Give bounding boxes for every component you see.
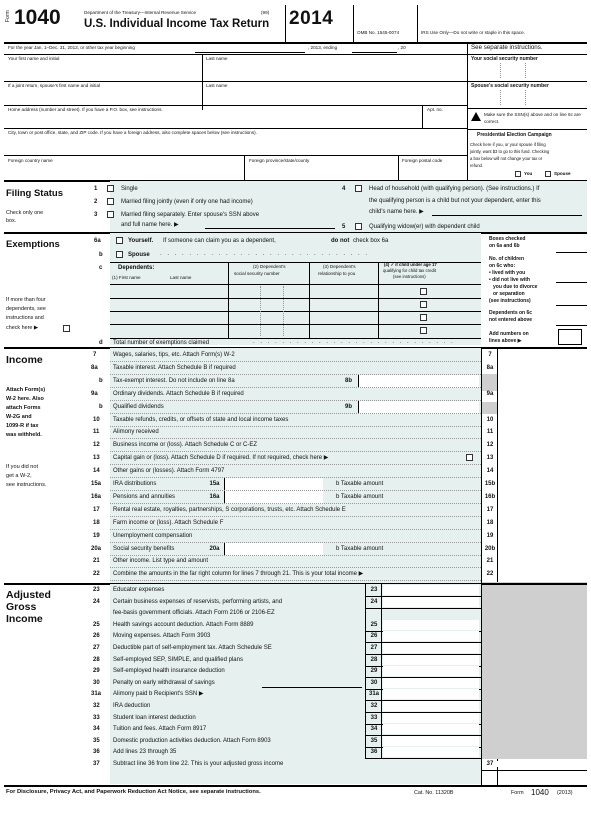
- last-name-label: Last name: [206, 56, 228, 61]
- agi-line-text-4: Moving expenses. Attach Form 3903: [113, 633, 211, 639]
- dep-first-name-col: (1) First name: [112, 275, 141, 280]
- exempt-right-9: (see instructions): [489, 298, 531, 304]
- yourself-text: If someone can claim you as a dependent,: [163, 238, 276, 244]
- agi-box-num-14: 36: [370, 749, 378, 755]
- income-line-text-6: Alimony received: [113, 429, 159, 435]
- foreign-postal-label: Foreign postal code: [402, 158, 443, 163]
- agi-box-num-6: 28: [370, 657, 378, 663]
- income-right-num-1: 8a: [486, 365, 494, 371]
- agi-line-num-12: 34: [93, 726, 100, 732]
- department-line: Department of the Treasury—Internal Revenue Service: [84, 10, 197, 15]
- more-dependents-checkbox[interactable]: [63, 325, 70, 332]
- income-line-text-3: Ordinary dividends. Attach Schedule B if required: [113, 391, 244, 397]
- agi-line-num-11: 33: [93, 715, 100, 721]
- spouse-first-name-label: If a joint return, spouse's first name and initial: [8, 83, 101, 88]
- agi-line-num-9: 31a: [91, 691, 102, 697]
- agi-box-num-1: 24: [370, 599, 378, 605]
- dep-ctc-col-3: (see instructions): [393, 274, 426, 279]
- agi-title-2: Gross: [6, 601, 37, 613]
- home-address-label: Home address (number and street). If you have a P.O. box, see instructions.: [8, 107, 163, 112]
- income-line-num-2: b: [99, 378, 103, 384]
- ssn-label: Your social security number: [471, 56, 538, 62]
- agi-line-num-1: 24: [93, 599, 100, 605]
- income-right-num-15: 20b: [484, 546, 496, 552]
- apt-label: Apt. no.: [427, 107, 443, 112]
- hoh-label-3: child's name here. ▶: [369, 209, 424, 215]
- agi-box-num-8: 30: [370, 680, 378, 686]
- city-label: City, town or post office, state, and ZIP code. If you have a foreign address, also complete spaces below (see instructions).: [8, 130, 257, 135]
- form-number: 1040: [14, 6, 61, 29]
- agi-right-amount-15[interactable]: [499, 759, 585, 770]
- income-right-num-12: 17: [486, 507, 494, 513]
- income-line-num-0: 7: [93, 352, 97, 358]
- income-line-num-1: 8a: [91, 365, 98, 371]
- income-amount-0[interactable]: [499, 350, 585, 361]
- income-right-num-9: 14: [486, 468, 494, 474]
- income-right-num-8: 13: [486, 455, 494, 461]
- income-sep-15: [110, 555, 481, 556]
- income-side-8: If you did not: [6, 464, 39, 470]
- income-line-text-4: Qualified dividends: [113, 404, 164, 410]
- agi-amount-10[interactable]: [383, 701, 479, 711]
- filing-num-1: 1: [94, 186, 98, 192]
- campaign-text-4: refund.: [470, 163, 484, 168]
- form-title: U.S. Individual Income Tax Return: [84, 18, 270, 30]
- exempt-right-11: not entered above: [489, 317, 533, 323]
- agi-amount-8[interactable]: [383, 678, 479, 688]
- campaign-title: Presidential Election Campaign: [477, 132, 552, 138]
- campaign-you-checkbox[interactable]: [515, 171, 521, 177]
- exempt-right-2: on 6a and 6b: [489, 243, 520, 249]
- income-line-text-1: Taxable interest. Attach Schedule B if required: [113, 365, 236, 371]
- footer-form-number: 1040: [531, 788, 549, 797]
- tax-year-line: For the year Jan. 1–Dec. 31, 2013, or other tax year beginning: [8, 45, 135, 50]
- campaign-you-label: You: [524, 171, 533, 176]
- income-side-1: Attach Form(s): [6, 387, 46, 393]
- income-amount-8[interactable]: [499, 453, 585, 464]
- agi-amount-0[interactable]: [383, 585, 479, 595]
- exempt-right-7: you due to divorce: [493, 284, 538, 290]
- exempt-right-5: • lived with you: [489, 270, 526, 276]
- footer-notice: For Disclosure, Privacy Act, and Paperwork Reduction Act Notice, see separate instructions.: [6, 789, 261, 795]
- agi-right-line-15: [482, 770, 587, 771]
- income-amount-1[interactable]: [499, 363, 585, 374]
- agi-line-text-0: Educator expenses: [113, 587, 165, 593]
- form-word: Form: [5, 10, 11, 22]
- income-right-num-13: 18: [486, 520, 494, 526]
- agi-line-text-7: Self-employed health insurance deduction: [113, 668, 225, 674]
- agi-box-num-10: 32: [370, 703, 378, 709]
- income-line-text-14: Unemployment compensation: [113, 533, 193, 539]
- dep-ssn-col-2: social security number: [234, 271, 280, 276]
- income-sep-4: [110, 413, 481, 414]
- agi-box-num-7: 29: [370, 668, 378, 674]
- income-right-num-16: 21: [486, 558, 494, 564]
- income-sep-17: [110, 580, 481, 581]
- income-line-num-4: b: [99, 404, 103, 410]
- agi-title-1: Adjusted: [6, 589, 51, 601]
- income-amount-5[interactable]: [499, 415, 585, 426]
- income-line-text-17: Combine the amounts in the far right column for lines 7 through 21. This is your total income ▶: [113, 571, 364, 577]
- exemptions-side-2: dependents, see: [6, 306, 46, 312]
- income-amount-10[interactable]: [499, 479, 585, 490]
- spouse-last-name-label: Last name: [206, 83, 228, 88]
- agi-box-num-4: 26: [370, 633, 378, 639]
- hoh-label-2: the qualifying person is a child but not your dependent, enter this: [369, 198, 541, 204]
- income-side-6: was withheld.: [6, 432, 42, 438]
- agi-amount-12[interactable]: [383, 724, 479, 734]
- agi-right-num-15: 37: [482, 761, 498, 767]
- income-line-text-2: Tax-exempt interest. Do not include on line 8a: [113, 378, 235, 384]
- agi-amount-7[interactable]: [383, 666, 479, 676]
- agi-line-text-12: Tuition and fees. Attach Form 8917: [113, 726, 207, 732]
- filing-num-2: 2: [94, 199, 98, 205]
- agi-line-text-15: Subtract line 36 from line 22. This is your adjusted gross income: [113, 761, 284, 767]
- spouse-exemption-label: Spouse: [128, 252, 150, 258]
- spouse-ssn-label: Spouse's social security number: [471, 83, 549, 89]
- exemptions-side-4: check here ▶: [6, 325, 39, 331]
- yourself-label: Yourself.: [128, 238, 154, 244]
- agi-line-text-11: Student loan interest deduction: [113, 715, 196, 721]
- income-line-text-0: Wages, salaries, tips, etc. Attach Form(s) W-2: [113, 352, 235, 358]
- line-6a: 6a: [94, 238, 101, 244]
- dependents-label: Dependents:: [118, 265, 155, 271]
- foreign-postal-input[interactable]: [400, 166, 465, 178]
- form-1040-page: Form 1040 Department of the Treasury—Internal Revenue Service (99) U.S. Individual Income Tax Return 2014 OMB No. 1545-0074 IRS Use Only—Do not write or staple in this space. For the year Jan. 1–Dec. 31, 2013, or other tax year beginning , 2013, ending , 20 See separate instructions. Your first name and initial Last name Your social security number If a joint return, spouse's first name and initial Last name Spouse's social security number Home address (number and street). If you have a P.O. box, see instructions. Apt. no. Make sure the SSN(s) above and on line 6c are correct. City, town or post office, state, and ZIP code. If you have a foreign address, also complete spaces below (see instructions). Foreign country name Foreign province/state/county Foreign postal code Presidential Election Campaign Check here if you, or your spouse if filing jointly, want $3 to go to this fund. Checking a box below will not change your tax or refund. You Spouse Filing Status Check only one box. 1 Single 2 Married filing jointly (even if only one had income) 3 Married filing separately. Enter spouse's SSN above and full name here. ▶ 4 Head of household (with qualifying person). (See instructions.) If the qualifying person is a child but not your dependent, enter this child's name here. ▶ 5 Qualifying widow(er) with dependent child Exemptions 6a Yourself. If someone can claim you as a dependent, do not check box 6a b Spouse . . . . . . . . . . . . . . . . . . . . . . . . . . . . . c Dependents: (1) First name Last name (2) Dependent's social security number (3) Dependent's relationship to you (4) ✓ if child under age 17 qualifying for child tax credit (see instructions) If more than four dependents, see instructions and check here ▶ d Total number of exemptions claimed . . . . . . . . . . . . . . . . . . . . . . . . . . . . Boxes checked on 6a and 6b No. of children on 6c who: • lived with you • did not live with you due to divorce or separation (see instructions) Dependents on 6c not entered above Add numbers on lines above ▶ Income Attach Form(s) W-2 here. Also attach Forms W-2G and 1099-R if tax was withheld. If you did not get a W-2, see instructions. 7 Wages, salaries, tips, etc. Attach Form(s) W-2 7 8a Taxable interest. Attach Schedule B if required 8a b Tax-exempt interest. Do not include on line 8a 8b 9a Ordinary dividends. Attach Schedule B if required 9a b Qualified dividends 9b 10 Taxable refunds, credits, or offsets of state and local income taxes 10 11 Alimony received 11 12 Business income or (loss). Attach Schedule C or C-EZ 12 13 Capital gain or (loss). Attach Schedule D if required. If not required, check here ▶ 13 14 Other gains or (losses). Attach Form 4797 14 15a IRA distributions 15b 15a b Taxable amount 16a Pensions and annuities 16b 16a b Taxable amount 17 Rental real estate, royalties, partnerships, S corporations, trusts, etc. Attach Schedule E 17 18 Farm income or (loss). Attach Schedule F 18 19 Unemployment compensation 19 20a Social security benefits 20b 20a b Taxable amount 21 Other income. List type and amount 21 22 Combine the amounts in the far right column for lines 7 through 21. This is your total income ▶ 22 Adjusted Gross Income 23 Educator expenses 23 24 Certain business expenses of reservists, performing artists, and 24 fee-basis government officials. Attach Form 2106 or 2106-EZ 25 Health savings account deduction. Attach Form 8889 25 26 Moving expenses. Attach Form 3903 26 27 Deductible part of self-employment tax. Attach Schedule SE 27 28 Self-employed SEP, SIMPLE, and qualified plans 28 29 Self-employed health insurance deduction 29 30 Penalty on early withdrawal of savings 30 31a Alimony paid b Recipient's SSN ▶ 31a 32 IRA deduction 32 33 Student loan interest deduction 33 34 Tuition and fees. Attach Form 8917 34 35 Domestic production activities deduction. Attach Form 8903 35 36 Add lines 23 through 35 36 37 Subtract line 36 from line 22. This is your adjusted gross income 37 For Disclosure, Privacy Act, and Paperwork Reduction Act Notice, see separate instructions. Cat. No. 11320B Form 1040 (2013): [0, 0, 591, 813]
- tax-year-ending: , 2013, ending: [308, 45, 338, 50]
- income-sep-12: [110, 516, 481, 517]
- agi-line-text-8: Penalty on early withdrawal of savings: [113, 680, 215, 686]
- ssn-correct-note-1: Make sure the SSN(s) above and on line 6c are correct.: [484, 112, 581, 124]
- agi-line-text-5: Deductible part of self-employment tax. Attach Schedule SE: [113, 645, 272, 651]
- income-right-num-5: 10: [486, 417, 494, 423]
- agi-line-num-4: 26: [93, 633, 100, 639]
- hoh-label: Head of household (with qualifying person). (See instructions.) If: [369, 186, 540, 192]
- spouse-ssn-input[interactable]: [470, 90, 585, 107]
- income-line-text-13: Farm income or (loss). Attach Schedule F: [113, 520, 224, 526]
- agi-box-num-12: 34: [370, 726, 378, 732]
- income-box-label-11: 16a: [209, 494, 220, 500]
- single-label: Single: [121, 186, 138, 192]
- agi-box-num-5: 27: [370, 645, 378, 651]
- agi-amount-6[interactable]: [383, 655, 479, 665]
- exempt-right-1: Boxes checked: [489, 236, 526, 242]
- qw-label: Qualifying widow(er) with dependent child: [369, 224, 480, 230]
- filing-num-5: 5: [342, 224, 346, 230]
- income-amount-15[interactable]: [499, 544, 585, 555]
- income-b-text-11: b Taxable amount: [336, 494, 384, 500]
- omb-number: OMB No. 1545-0074: [357, 30, 400, 35]
- income-line-num-6: 11: [93, 429, 100, 435]
- dep-ssn-col-1: (2) Dependent's: [253, 264, 286, 269]
- agi-line-text-9: Alimony paid b Recipient's SSN ▶: [113, 691, 204, 697]
- agi-box-num-13: 35: [370, 738, 378, 744]
- campaign-text-2: jointly, want $3 to go to this fund. Checking: [470, 149, 550, 154]
- tax-year: 2014: [289, 8, 334, 29]
- agi-line-num-0: 23: [93, 587, 100, 593]
- income-sep-0: [110, 361, 481, 362]
- agi-line-num-3: 25: [93, 622, 100, 628]
- agi-line-num-10: 32: [93, 703, 100, 709]
- mfj-label: Married filing jointly (even if only one had income): [121, 199, 253, 205]
- line-6b: b: [99, 252, 103, 258]
- filing-check-one: Check only one: [6, 210, 44, 216]
- agi-line-num-7: 29: [93, 668, 100, 674]
- campaign-text-3: a box below will not change your tax or: [470, 156, 543, 161]
- capital-gain-checkbox[interactable]: [466, 454, 473, 461]
- income-amount-17[interactable]: [499, 569, 585, 580]
- income-amount-6[interactable]: [499, 427, 585, 438]
- income-line-num-11: 16a: [91, 494, 102, 500]
- income-sep-11: [110, 503, 481, 504]
- yourself-do-not: do not: [331, 238, 350, 244]
- tax-year-20: , 20: [398, 45, 406, 50]
- agi-amount-1[interactable]: [383, 597, 479, 607]
- income-box-label-10: 15a: [209, 481, 220, 487]
- agi-line-num-15: 37: [93, 761, 100, 767]
- mfs-checkbox[interactable]: [107, 211, 114, 218]
- income-line-num-9: 14: [93, 468, 100, 474]
- city-input[interactable]: [6, 138, 465, 152]
- yourself-checkbox[interactable]: [116, 237, 123, 244]
- agi-line-text-13: Domestic production activities deduction. Attach Form 8903: [113, 738, 271, 744]
- income-sep-5: [110, 426, 481, 427]
- income-line-num-17: 22: [93, 571, 100, 577]
- income-line-num-16: 21: [93, 558, 100, 564]
- exempt-right-4: on 6c who:: [489, 263, 516, 269]
- exempt-right-8: or separation: [493, 291, 525, 297]
- total-exemptions-box[interactable]: [558, 329, 582, 345]
- income-amount-11[interactable]: [499, 492, 585, 503]
- exemptions-side-3: instructions and: [6, 315, 44, 321]
- dep-ctc-col-2: qualifying for child tax credit: [383, 268, 437, 273]
- income-box-label-4: 9b: [344, 404, 352, 410]
- agi-box-num-3: 25: [370, 622, 378, 628]
- mfs-label: Married filing separately. Enter spouse's SSN above: [121, 212, 260, 218]
- foreign-province-label: Foreign province/state/county: [249, 158, 310, 163]
- income-amount-12[interactable]: [499, 505, 585, 516]
- foreign-province-input[interactable]: [246, 166, 396, 178]
- dependent-row-4[interactable]: [112, 326, 478, 337]
- income-sep-6: [110, 438, 481, 439]
- income-line-num-13: 18: [93, 520, 100, 526]
- income-line-num-10: 15a: [91, 481, 102, 487]
- income-sep-2: [110, 387, 481, 388]
- apt-input[interactable]: [424, 114, 465, 126]
- line-6d: d: [99, 340, 103, 346]
- agi-line-num-14: 36: [93, 749, 100, 755]
- income-line-num-7: 12: [93, 442, 100, 448]
- filing-status-title: Filing Status: [6, 188, 63, 199]
- income-right-num-0: 7: [488, 352, 492, 358]
- total-exemptions-label: Total number of exemptions claimed: [113, 340, 210, 346]
- yourself-end: check box 6a: [353, 238, 389, 244]
- income-side-9: get a W-2,: [6, 473, 32, 479]
- filing-num-4: 4: [342, 186, 346, 192]
- agi-amount-9[interactable]: [383, 689, 479, 699]
- agi-line-text-3: Health savings account deduction. Attach Form 8889: [113, 622, 254, 628]
- dependent-row-2[interactable]: [112, 300, 478, 310]
- income-line-text-11: Pensions and annuities: [113, 494, 176, 500]
- income-line-num-5: 10: [93, 417, 100, 423]
- agi-line-text-2: fee-basis government officials. Attach Form 2106 or 2106-EZ: [113, 610, 275, 616]
- filing-box: box.: [6, 218, 17, 224]
- income-sep-8: [110, 464, 481, 465]
- income-side-3: attach Forms: [6, 405, 41, 411]
- income-line-text-9: Other gains or (losses). Attach Form 4797: [113, 468, 225, 474]
- warning-triangle-icon: [471, 112, 481, 121]
- income-line-text-10: IRA distributions: [113, 481, 157, 487]
- exempt-right-3: No. of children: [489, 256, 524, 262]
- filing-num-3: 3: [94, 212, 98, 218]
- income-amount-3[interactable]: [499, 389, 585, 400]
- income-line-text-12: Rental real estate, royalties, partnerships, S corporations, trusts, etc. Attach Schedule E: [113, 507, 346, 513]
- foreign-country-label: Foreign country name: [8, 158, 53, 163]
- dependent-row-3[interactable]: [112, 313, 478, 323]
- agi-line-text-14: Add lines 23 through 35: [113, 749, 177, 755]
- agi-box-num-9: 31a: [368, 691, 379, 697]
- agi-amount-11[interactable]: [383, 713, 479, 723]
- footer-cat: Cat. No. 11320B: [414, 790, 454, 796]
- qw-checkbox[interactable]: [355, 223, 362, 230]
- last-name-input[interactable]: [204, 63, 464, 80]
- see-instructions: See separate instructions.: [471, 44, 543, 51]
- exemptions-side-1: If more than four: [6, 297, 46, 303]
- agi-box-num-0: 23: [370, 587, 378, 593]
- agi-line-text-6: Self-employed SEP, SIMPLE, and qualified plans: [113, 657, 243, 663]
- income-amount-14[interactable]: [499, 531, 585, 542]
- income-line-num-3: 9a: [91, 391, 98, 397]
- agi-amount-3[interactable]: [383, 620, 479, 630]
- exempt-right-6: • did not live with: [489, 277, 530, 283]
- return-code: (99): [261, 10, 270, 15]
- first-name-input[interactable]: [6, 63, 200, 80]
- income-right-num-10: 15b: [484, 481, 496, 487]
- dep-rel-col-2: relationship to you: [318, 271, 356, 276]
- income-side-10: see instructions.: [6, 482, 47, 488]
- agi-amount-13[interactable]: [383, 736, 479, 746]
- income-box-label-2: 8b: [344, 378, 352, 384]
- agi-line-num-8: 30: [93, 680, 100, 686]
- single-checkbox[interactable]: [107, 185, 114, 192]
- dependent-row-1[interactable]: [112, 286, 478, 297]
- dep-rel-col-1: (3) Dependent's: [323, 264, 356, 269]
- agi-line-text-1: Certain business expenses of reservists, performing artists, and: [113, 599, 283, 605]
- income-sep-16: [110, 567, 481, 568]
- footer-year: (2013): [557, 790, 573, 796]
- exempt-right-13: lines above ▶: [489, 338, 522, 344]
- income-line-num-8: 13: [93, 455, 100, 461]
- campaign-spouse-checkbox[interactable]: [545, 171, 551, 177]
- agi-amount-4[interactable]: [383, 631, 479, 641]
- income-line-text-7: Business income or (loss). Attach Schedule C or C-EZ: [113, 442, 258, 448]
- mfs-label-cont: and full name here. ▶: [121, 222, 179, 228]
- home-address-input[interactable]: [6, 114, 420, 126]
- exempt-right-10: Dependents on 6c: [489, 310, 533, 316]
- campaign-text-1: Check here if you, or your spouse if filing: [470, 142, 546, 147]
- ssn-input[interactable]: [470, 63, 585, 80]
- income-amount-16[interactable]: [499, 556, 585, 567]
- income-line-text-15: Social security benefits: [113, 546, 175, 552]
- agi-line-num-5: 27: [93, 645, 100, 651]
- income-line-num-15: 20a: [91, 546, 102, 552]
- income-b-text-10: b Taxable amount: [336, 481, 384, 487]
- income-amount-7[interactable]: [499, 440, 585, 451]
- income-title: Income: [6, 354, 43, 366]
- income-amount-9[interactable]: [499, 466, 585, 477]
- agi-box-line-14: [366, 758, 481, 759]
- income-right-num-7: 12: [486, 442, 494, 448]
- exempt-right-12: Add numbers on: [489, 331, 529, 337]
- income-right-num-6: 11: [486, 429, 494, 435]
- income-sep-13: [110, 529, 481, 530]
- dep-ctc-col-1: (4) ✓ if child under age 17: [384, 262, 437, 267]
- alimony-ssn-line: [262, 687, 362, 688]
- income-right-num-11: 16b: [484, 494, 496, 500]
- irs-use-only: IRS Use Only—Do not write or staple in this space.: [421, 30, 525, 35]
- foreign-country-input[interactable]: [6, 166, 242, 178]
- agi-line-text-10: IRA deduction: [113, 703, 151, 709]
- income-side-4: W-2G and: [6, 414, 32, 420]
- footer-form-word: Form: [511, 790, 524, 796]
- first-name-label: Your first name and initial: [8, 56, 60, 61]
- agi-title-3: Income: [6, 613, 43, 625]
- dep-last-name-col: Last name: [170, 275, 192, 280]
- income-line-num-14: 19: [93, 533, 100, 539]
- income-line-num-12: 17: [93, 507, 100, 513]
- agi-line-num-6: 28: [93, 657, 100, 663]
- income-right-num-14: 19: [486, 533, 494, 539]
- income-right-num-3: 9a: [486, 391, 494, 397]
- exemptions-title: Exemptions: [6, 239, 60, 250]
- income-line-text-16: Other income. List type and amount: [113, 558, 209, 564]
- hoh-checkbox[interactable]: [355, 185, 362, 192]
- campaign-spouse-label: Spouse: [554, 171, 571, 176]
- agi-box-line-1: [366, 608, 481, 609]
- income-side-5: 1099-R if tax: [6, 423, 39, 429]
- income-side-2: W-2 here. Also: [6, 396, 44, 402]
- mfj-checkbox[interactable]: [107, 198, 114, 205]
- income-line-text-8: Capital gain or (loss). Attach Schedule D if required. If not required, check here ▶: [113, 455, 329, 461]
- spouse-checkbox[interactable]: [116, 251, 123, 258]
- agi-line-num-13: 35: [93, 738, 100, 744]
- income-right-num-17: 22: [486, 571, 494, 577]
- income-box-label-15: 20a: [209, 546, 220, 552]
- income-amount-13[interactable]: [499, 518, 585, 529]
- line-6c: c: [99, 265, 103, 271]
- income-sep-7: [110, 451, 481, 452]
- income-b-text-15: b Taxable amount: [336, 546, 384, 552]
- agi-amount-5[interactable]: [383, 643, 479, 653]
- income-line-text-5: Taxable refunds, credits, or offsets of state and local income taxes: [113, 417, 289, 423]
- agi-amount-14[interactable]: [383, 747, 479, 757]
- agi-box-num-11: 33: [370, 715, 378, 721]
